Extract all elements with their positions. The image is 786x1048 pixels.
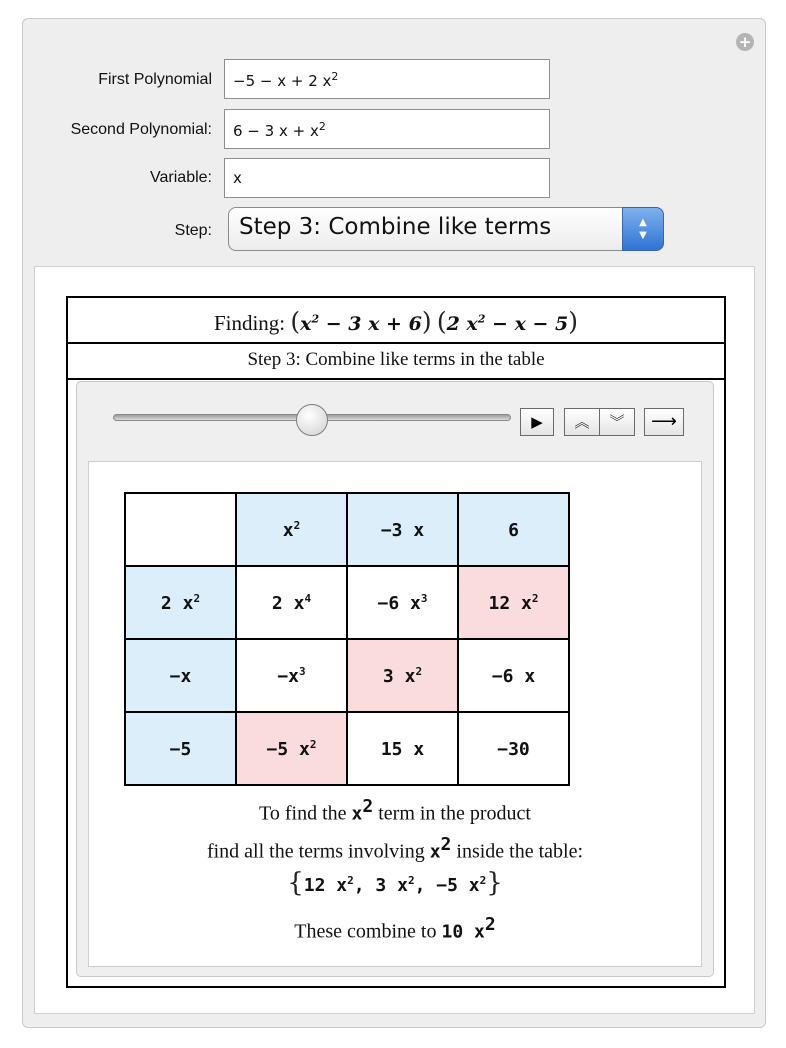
second-polynomial-field[interactable]	[224, 109, 550, 149]
table-product-cell	[347, 566, 458, 639]
slower-button[interactable]	[599, 408, 635, 436]
right-paren-icon: )	[568, 307, 579, 336]
set-item	[304, 875, 354, 896]
explanation-line-4	[88, 914, 702, 944]
table-row	[125, 639, 569, 712]
faster-button[interactable]	[564, 408, 600, 436]
add-icon[interactable]: +	[736, 33, 754, 51]
cell-exponent: 3	[299, 664, 306, 678]
factor-1-rest: − 3 x + 6	[319, 313, 422, 335]
factor-2-rest: − x − 5	[485, 313, 569, 335]
table-header-cell	[125, 566, 236, 639]
table-row	[125, 493, 569, 566]
set-item-base: −5 x	[436, 875, 480, 896]
cell-base: −5 x	[266, 738, 310, 760]
cell-exponent: 3	[420, 591, 428, 605]
term-exp: 2	[362, 796, 374, 817]
table-product-cell	[236, 712, 347, 785]
cell-exponent: 2	[309, 737, 317, 751]
cell-base: 3 x	[382, 665, 416, 687]
step-selected-value: Step 3: Combine like terms	[239, 214, 552, 240]
double-chevron-up-icon: ︽	[574, 413, 590, 431]
cell-exponent: 4	[304, 591, 312, 605]
step-popup-menu[interactable]	[228, 207, 664, 251]
second-polynomial-exponent: 2	[318, 120, 326, 133]
step-slider-thumb[interactable]	[296, 404, 328, 436]
set-item-exp: 2	[407, 874, 415, 887]
table-row	[125, 712, 569, 785]
term-x: x	[429, 841, 441, 863]
set-item-exp: 2	[347, 874, 354, 887]
arrow-right-icon: ⟶	[651, 411, 677, 432]
set-separator: ,	[414, 875, 437, 896]
first-polynomial-field[interactable]	[224, 59, 550, 99]
second-polynomial-value: 6 − 3 x + x	[233, 122, 319, 140]
term-exp: 2	[440, 834, 452, 855]
finding-label: Finding:	[213, 311, 286, 335]
first-polynomial-label: First Polynomial	[98, 71, 212, 88]
cell-base: −30	[497, 738, 530, 760]
set-item-base: 12 x	[303, 875, 348, 896]
factor-2	[447, 313, 569, 335]
cell-base: −5	[169, 738, 192, 760]
combined-term: 10 x	[441, 921, 485, 943]
cell-base: −x	[277, 665, 300, 687]
set-item-exp: 2	[479, 874, 487, 887]
table-row	[125, 566, 569, 639]
explanation-line-2	[88, 834, 702, 864]
set-separator: ,	[353, 875, 376, 896]
set-item-base: 3 x	[375, 875, 408, 896]
variable-label: Variable:	[150, 169, 212, 186]
play-icon: ▶	[531, 413, 543, 431]
cell-base: 15 x	[380, 738, 425, 760]
table-product-cell	[458, 566, 569, 639]
factor-2-lead: 2 x	[446, 313, 478, 335]
table-header-cell	[125, 639, 236, 712]
set-item	[375, 875, 414, 896]
explanation-text: These combine to	[294, 920, 442, 943]
variable-field[interactable]: x	[224, 158, 550, 198]
left-paren-icon: (	[436, 307, 447, 336]
right-brace-icon: }	[486, 868, 503, 898]
cell-base: −x	[169, 665, 192, 687]
table-product-cell	[347, 712, 458, 785]
cell-exponent: 2	[415, 664, 423, 678]
cell-exponent: 2	[193, 591, 201, 605]
table-product-cell	[236, 566, 347, 639]
cell-base: −6 x	[491, 665, 536, 687]
table-header-cell	[236, 493, 347, 566]
step-label: Step:	[174, 222, 212, 239]
step-caption: Step 3: Combine like terms in the table	[68, 344, 724, 380]
right-paren-icon: )	[421, 307, 432, 336]
play-button[interactable]	[520, 408, 554, 436]
table-header-cell	[125, 712, 236, 785]
table-header-cell	[125, 493, 236, 566]
factor-2-lead-exp: 2	[477, 312, 486, 326]
explanation-text: To find the	[259, 802, 352, 825]
second-polynomial-label: Second Polynomial:	[70, 121, 212, 138]
cell-base: 12 x	[488, 592, 532, 614]
finding-row	[68, 298, 724, 344]
table-header-cell	[347, 493, 458, 566]
cell-base: x	[282, 519, 294, 541]
left-brace-icon: {	[287, 868, 304, 898]
table-header-cell	[458, 493, 569, 566]
explanation-text: find all the terms involving	[206, 840, 430, 863]
table-product-cell	[458, 712, 569, 785]
cell-exponent: 2	[293, 518, 301, 532]
explanation-text: term in the product	[373, 802, 531, 825]
table-product-cell	[236, 639, 347, 712]
cell-base: 2 x	[160, 592, 194, 614]
double-chevron-down-icon: ︾	[609, 413, 625, 431]
updown-arrows-icon[interactable]: ▲ ▼	[622, 207, 664, 251]
term-x: x	[351, 803, 363, 825]
explanation-line-1	[88, 796, 702, 826]
cell-base: 6	[508, 519, 519, 541]
combined-term-exp: 2	[484, 914, 496, 935]
set-item	[436, 875, 486, 896]
like-terms-set	[88, 868, 702, 898]
factor-1-lead-exp: 2	[311, 312, 320, 326]
table-product-cell	[347, 639, 458, 712]
factor-1-lead: x	[300, 313, 312, 335]
first-polynomial-exponent: 2	[331, 70, 339, 83]
left-paren-icon: (	[290, 307, 301, 336]
factor-1	[300, 313, 422, 335]
cell-base: −6 x	[377, 592, 421, 614]
table-product-cell	[458, 639, 569, 712]
first-polynomial-value: −5 − x + 2 x	[233, 72, 332, 90]
cell-base: 2 x	[271, 592, 305, 614]
direction-button[interactable]	[644, 408, 684, 436]
cell-exponent: 2	[531, 591, 539, 605]
multiplication-table	[124, 492, 570, 786]
cell-base: −3 x	[380, 519, 425, 541]
explanation-text: inside the table:	[451, 840, 584, 863]
